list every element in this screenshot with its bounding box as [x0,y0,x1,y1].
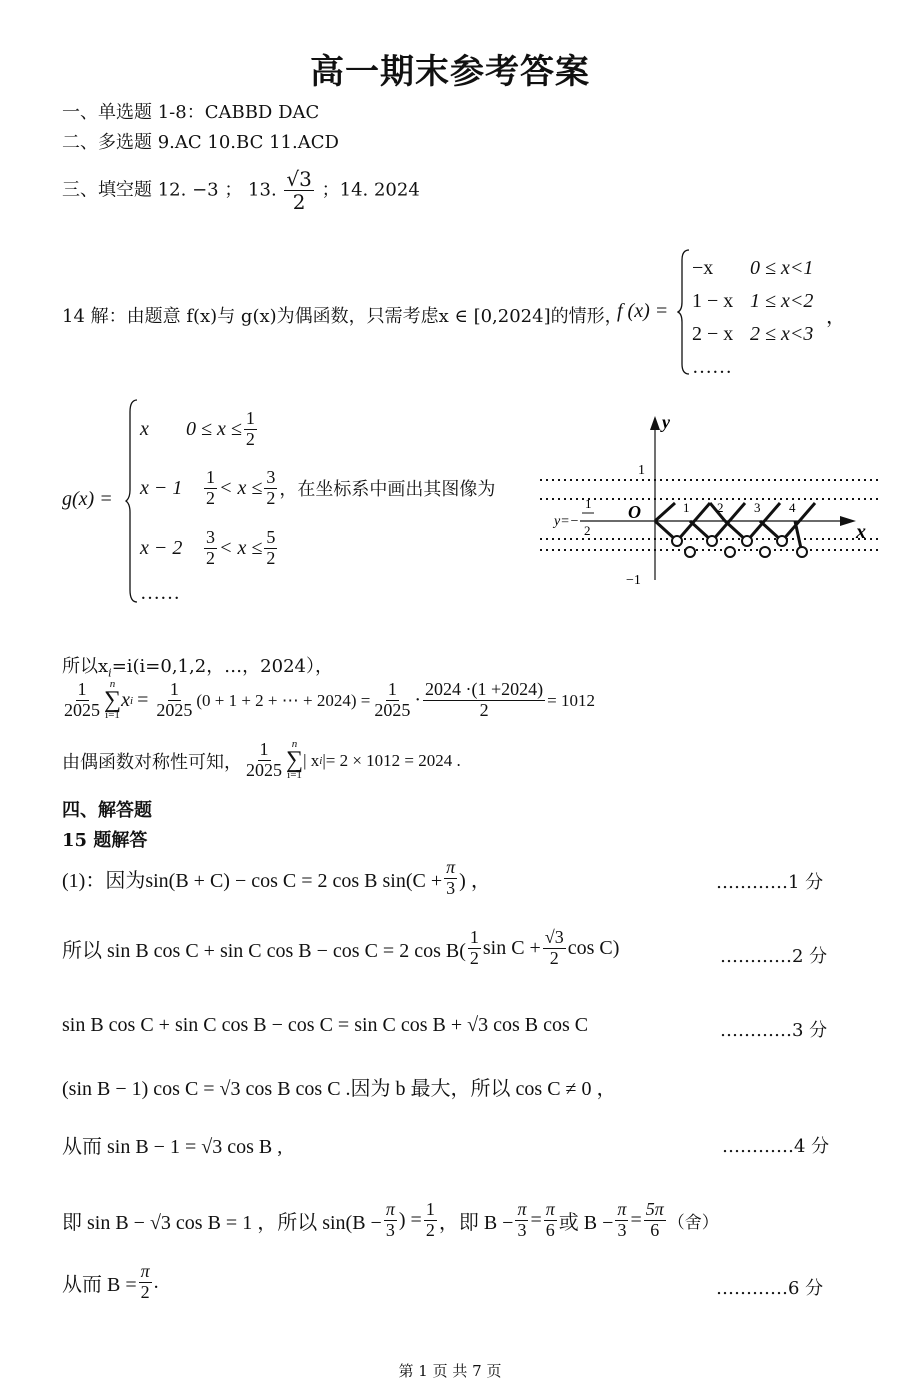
f-tail: ， [826,306,846,328]
section-fill-blank [62,168,420,213]
g-case-cond: 0 ≤ x ≤ [186,417,242,440]
q15-frac [468,928,481,969]
x-arrow-icon [840,516,856,526]
fraction-denominator: 2 [206,547,215,568]
g-brace-icon [125,398,139,604]
x-tick-label: 3 [754,500,761,515]
q15-heading: 15 题解答 [62,830,148,851]
fraction-denominator: 2025 [156,700,193,721]
q15-frac [384,1200,397,1241]
q15-line-3: sin B cos C + sin C cos B − cos C = sin C cos B + √3 cos B cos C [62,1014,589,1036]
sum-dot: · [414,689,422,712]
score-3: …………3 分 [720,1020,828,1041]
sum-frac [372,680,412,721]
g-graph [540,408,885,590]
g-label: g(x) = [62,488,113,510]
f-cases [692,252,813,384]
q15-text: 从而 B = [62,1273,137,1296]
open-circle-icon [742,536,752,546]
x-tick-label: 1 [683,500,690,515]
q15-frac [544,1200,557,1241]
q15-frac [444,858,457,899]
f-case-row [692,252,813,285]
g-case-row [140,578,495,608]
q15-text: . [153,1270,159,1293]
open-circle-icon [797,547,807,557]
f-case-expr: 1 − x [692,290,734,312]
x-tick-label: 2 [717,500,724,515]
section-solve: 四、解答题 [62,800,152,821]
g-case-cond: < x ≤ [219,476,263,499]
q15-line-7 [62,1262,159,1303]
fraction-numerator: 5 [266,526,276,547]
y-arrow-icon [650,416,660,430]
fraction-numerator: 1 [387,679,397,700]
fraction-denominator: 2 [245,428,255,449]
f-case-cond: 2 ≤ x<3 [750,323,814,345]
fraction-numerator: √3 [286,167,312,191]
fraction-denominator: 2 [266,547,276,568]
fraction-numerator: 3 [266,466,276,487]
section-multi-choice: 二、多选题 9.AC 10.BC 11.ACD [62,132,339,153]
y-axis-label: y [662,412,670,432]
fraction-denominator: 3 [517,1219,527,1240]
q15-text: （舍） [667,1212,719,1232]
f-case-cond: 0 ≤ x<1 [750,257,814,279]
sym-text: 由偶函数对称性可知， [62,751,242,773]
fraction-numerator: 1 [206,466,215,487]
sum-mid: (0 + 1 + 2 + ⋯ + 2024) = [196,690,371,710]
g-cases [140,400,495,608]
so-line-rest: =i(i=0,1,2，…，2024）， [111,656,333,677]
q15-line-1 [62,858,491,899]
y-one-label: 1 [638,463,645,478]
sum-frac [154,680,194,721]
fraction-numerator: π [140,1261,150,1281]
origin-label: O [628,502,641,522]
so-line: 所以$x_i=i(i=0,1,2$，…，2024）， [62,656,333,680]
fraction-numerator: 1 [259,739,269,760]
fraction-numerator: π [617,1199,627,1219]
fraction-numerator: π [446,857,456,877]
score-1: …………1 分 [716,872,824,893]
page-title: 高一期末参考答案 [310,52,590,92]
g-case-cond: < x ≤ [219,536,263,559]
f-case-cond: 1 ≤ x<2 [750,290,814,312]
sigma-icon: n ∑ i=1 [104,678,122,722]
g-case-row [140,518,495,578]
fraction-numerator: 1 [469,927,479,947]
fraction-denominator: 6 [545,1219,555,1240]
q15-frac [543,928,566,969]
q15-text: 即 sin B − √3 cos B = 1 ，所以 sin(B − [62,1211,382,1234]
y-half-den: 2 [584,523,591,538]
fill-blank-rest: ；14. 2024 [321,179,420,201]
fraction-denominator: 2 [206,487,215,508]
fraction-numerator: √3 [544,927,564,947]
sum-line: $\frac{1}{2025}$ n ∑ i=1 x i = $\frac{1}{2025}$ (0 + 1 + 2 + ⋯ + 2024) = $\frac{1}{2025}$ · $\frac{2024 \cdot(1 +2024)}{2}$ = 1012 [64,678,596,722]
q15-text: ，即 B − [438,1211,514,1234]
f-brace-icon [677,248,691,376]
f-case-row [692,285,813,318]
q14-intro: 14 解：由题意 f(x)与 g(x)为偶函数，只需考虑x ∈ [0,2024]的情形， [62,306,623,327]
q15-text: 所以 sin B cos C + sin C cos B − cos C = 2 cos B( [62,939,466,962]
fraction-denominator: 2025 [246,760,282,781]
q15-text: = [630,1208,642,1231]
q15-text: = [530,1208,542,1231]
g-case-expr: x − 2 [140,536,183,559]
y-half-label: y=− [554,514,580,529]
g-case-fraction [204,468,217,509]
q15-text: cos C) [567,936,620,959]
open-circle-icon [685,547,695,557]
g-case-fraction [244,409,257,450]
q15-frac [615,1200,628,1241]
sum-bottom: i=1 [105,709,120,722]
q15-frac [424,1200,437,1241]
open-circle-icon [707,536,717,546]
sym-frac [244,740,284,781]
fraction-denominator: 6 [650,1219,660,1240]
q15-text: (1)：因为sin(B + C) − cos C = 2 cos B sin(C + [62,869,443,892]
sum-frac [423,680,545,721]
fraction-denominator: 2 [469,947,479,968]
open-circle-icon [777,536,787,546]
open-circle-icon [672,536,682,546]
sum-term: x [121,689,130,712]
q15-line-2 [62,928,619,969]
sigma-icon: n ∑ i=1 [286,738,304,782]
f-case-row [692,351,813,384]
fraction-denominator: 2 [266,487,276,508]
sum-bottom: i=1 [287,769,302,782]
fraction-denominator: 2 [425,1219,435,1240]
g-case-expr: x [140,417,149,440]
graph-segment [747,503,782,541]
fraction-numerator: 2024 ·(1 +2024) [425,679,544,700]
fraction-denominator: 2 [292,190,306,214]
fraction-denominator: 2 [140,1281,150,1302]
fraction-denominator: 3 [617,1219,627,1240]
fraction-numerator: 3 [206,526,215,547]
page-footer: 第 1 页 共 7 页 [398,1362,502,1380]
y-half-num: 1 [585,496,592,511]
q15-line-6 [62,1200,719,1241]
fraction-denominator: 2025 [64,700,100,721]
fill-blank-fraction [284,168,313,213]
fraction-denominator: 2 [479,700,489,721]
fraction-numerator: 5π [645,1199,664,1219]
sym-rest: | x [303,750,320,770]
g-tail: ，在坐标系中画出其图像为 [279,479,496,500]
g-case-row [140,458,495,518]
fraction-denominator: 3 [385,1219,395,1240]
q15-text: ) ， [459,869,491,892]
fill-blank-label: 三、填空题 12. −3 ； 13. [62,179,277,201]
score-2: …………2 分 [720,946,828,967]
sum-eq: = [137,689,149,712]
q15-line-4: (sin B − 1) cos C = √3 cos B cos C .因为 b 最大，所以 cos C ≠ 0 ， [62,1078,617,1100]
f-case-expr: …… [692,356,732,378]
sym-line: 由偶函数对称性可知， $\frac{1}{2025}$ n ∑ i=1 | x i |= 2 × 1012 = 2024 . [62,738,461,782]
q15-text: ) = [398,1208,422,1231]
g-case-expr: …… [140,581,180,604]
y-minus-one-label: −1 [626,573,641,588]
fraction-numerator: 1 [169,679,179,700]
g-case-fraction [264,528,277,569]
g-case-fraction [264,468,277,509]
section-single-choice: 一、单选题 1-8：CABBD DAC [62,102,320,123]
fraction-denominator: 3 [446,877,456,898]
fraction-denominator: 2025 [374,700,411,721]
g-case-expr: x − 1 [140,476,183,499]
f-case-expr: 2 − x [692,323,734,345]
fraction-numerator: 1 [77,679,87,700]
x-axis-label: x [856,521,866,543]
q15-frac [139,1262,152,1303]
f-case-row [692,318,813,351]
sum-end: = 1012 [547,690,596,710]
g-case-row [140,400,495,458]
q15-frac [644,1200,666,1241]
fraction-numerator: π [545,1199,555,1219]
x-tick-label: 4 [789,500,796,515]
g-case-fraction [204,528,217,569]
fraction-numerator: 1 [425,1199,435,1219]
graph-segment [655,503,677,541]
graph-segment [782,503,815,553]
sum-frac [62,680,102,721]
fraction-numerator: 1 [245,407,255,428]
open-circle-icon [725,547,735,557]
fraction-numerator: π [517,1199,527,1219]
sum-top: n [291,738,298,750]
q15-text: sin C + [482,936,541,959]
so-line-start: 所以x [62,656,109,677]
fraction-denominator: 2 [549,947,559,968]
q15-text: 或 B − [558,1211,614,1234]
score-4: …………4 分 [722,1136,830,1157]
sym-rest2: |= 2 × 1012 = 2024 . [322,750,461,770]
q15-frac [515,1200,528,1241]
score-6: …………6 分 [716,1278,824,1299]
q15-line-5: 从而 sin B − 1 = √3 cos B , [62,1136,283,1158]
sum-top: n [109,678,116,690]
open-circle-icon [760,547,770,557]
f-case-expr: −x [692,257,714,279]
fraction-numerator: π [385,1199,395,1219]
f-label: f (x) = [617,300,669,322]
